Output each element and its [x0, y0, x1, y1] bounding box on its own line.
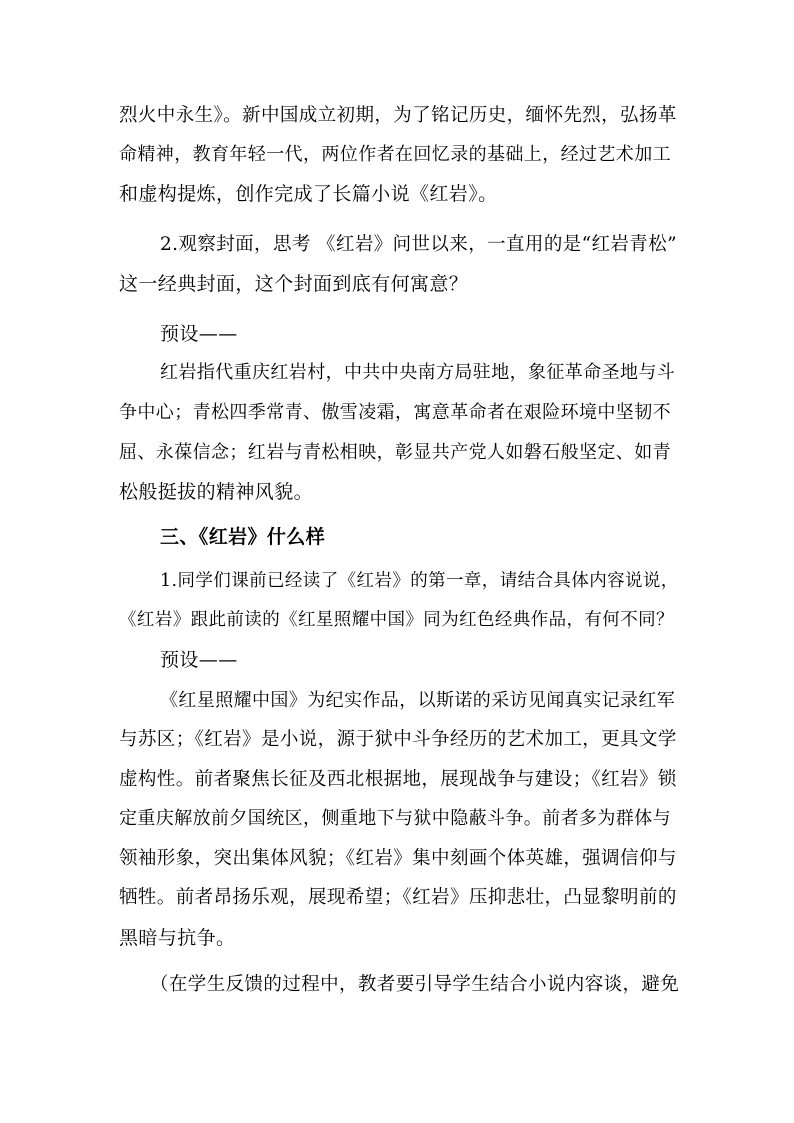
- answer-1-line-4: 定重庆解放前夕国统区，侧重地下与狱中隐蔽斗争。前者多为群体与: [119, 808, 671, 829]
- question-1-line-2: 《红岩》跟此前读的《红星照耀中国》同为红色经典作品，有何不同？: [119, 610, 674, 630]
- question-2-line-2: 这一经典封面，这个封面到底有何寓意？: [119, 273, 469, 295]
- answer-2-line-4: 松般挺拔的精神风貌。: [119, 481, 314, 503]
- text-line-1: 烈火中永生》。新中国成立初期，为了铭记历史，缅怀先烈，弘扬革: [119, 105, 677, 126]
- answer-1-line-6: 牺牲。前者昂扬乐观，展现希望；《红岩》压抑悲壮，凸显黎明前的: [119, 887, 677, 908]
- section-heading-3: 三、《红岩》什么样: [160, 526, 326, 548]
- teacher-note-line-1: （在学生反馈的过程中，教者要引导学生结合小说内容谈，避免: [150, 974, 680, 995]
- question-1-line-1: 1.同学们课前已经读了《红岩》的第一章，请结合具体内容说说，: [160, 571, 679, 591]
- answer-2-line-2: 争中心；青松四季常青、傲雪凌霜，寓意革命者在艰险环境中坚韧不: [119, 402, 671, 423]
- answer-1-line-7: 黑暗与抗争。: [119, 927, 236, 949]
- answer-1-line-3: 虚构性。前者聚焦长征及西北根据地，展现战争与建设；《红岩》锁: [119, 769, 677, 790]
- preset-label-2: 预设——: [160, 649, 238, 671]
- answer-2-line-3: 屈、永葆信念；红岩与青松相映，彰显共产党人如磐石般坚定、如青: [119, 442, 671, 463]
- text-line-3: 和虚构提炼，创作完成了长篇小说《红岩》。: [119, 183, 498, 205]
- answer-1-line-1: 《红星照耀中国》为纪实作品，以斯诺的采访见闻真实记录红军: [160, 690, 676, 711]
- text-line-2: 命精神，教育年轻一代，两位作者在回忆录的基础上，经过艺术加工: [119, 144, 671, 165]
- answer-1-line-2: 与苏区；《红岩》是小说，源于狱中斗争经历的艺术加工，更具文学: [119, 729, 677, 750]
- answer-1-line-5: 领袖形象，突出集体风貌；《红岩》集中刻画个体英雄，强调信仰与: [119, 848, 677, 869]
- answer-2-line-1: 红岩指代重庆红岩村，中共中央南方局驻地，象征革命圣地与斗: [160, 362, 676, 383]
- preset-label-1: 预设——: [160, 323, 238, 345]
- question-2-line-1: 2.观察封面，思考 《红岩》问世以来，一直用的是“红岩青松”: [160, 234, 677, 255]
